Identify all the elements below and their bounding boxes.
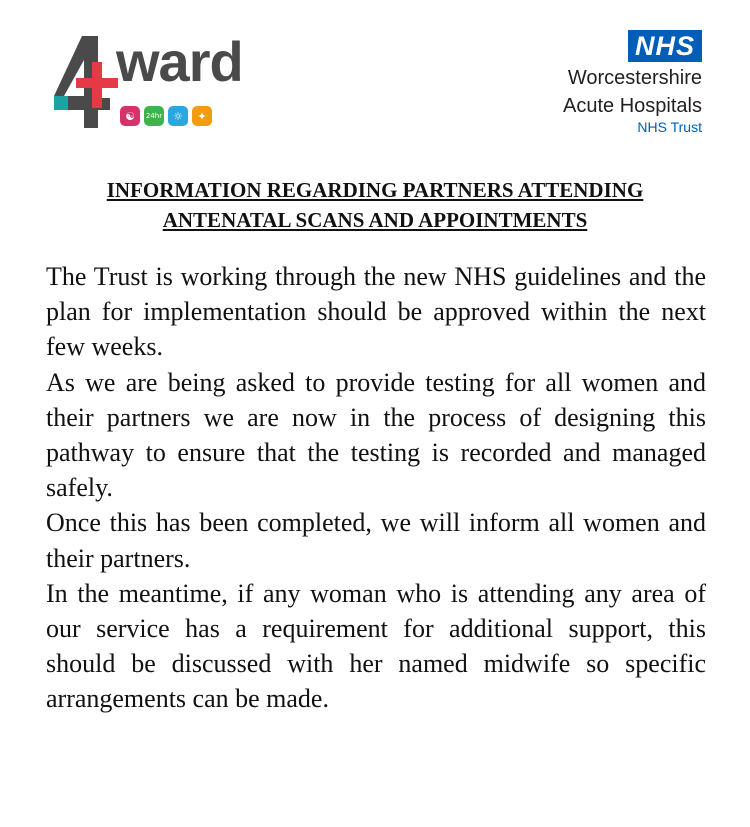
number-four-icon [52, 32, 126, 136]
sparkle-icon: ✦ [192, 106, 212, 126]
paragraph: Once this has been completed, we will inform all women and their partners. [46, 508, 706, 573]
4ward-logo [52, 32, 252, 136]
document-body [46, 259, 706, 717]
trust-name-line3: NHS Trust [637, 119, 702, 135]
clock-24hr-icon: 24hr [144, 106, 164, 126]
4ward-icon-row [120, 106, 212, 126]
trust-name-line2: Acute Hospitals [563, 95, 702, 117]
paragraph: The Trust is working through the new NHS guidelines and the plan for implementation should be approved within the next few weeks. [46, 262, 706, 362]
handshake-icon: ☯ [120, 106, 140, 126]
4ward-wordmark: ward [116, 30, 243, 93]
nhs-badge: NHS [628, 30, 702, 62]
trust-name-line1: Worcestershire [567, 67, 702, 89]
paragraph: As we are being asked to provide testing for all women and their partners we are now in the process of designing this pathway to ensure that the testing is recorded and managed safely. [46, 367, 706, 503]
document-heading [40, 175, 710, 235]
heading-line-2: ANTENATAL SCANS AND APPOINTMENTS [162, 208, 588, 232]
nhs-trust-logo [563, 30, 702, 136]
heading-line-1: INFORMATION REGARDING PARTNERS ATTENDING [106, 178, 644, 202]
lightbulb-icon: ☼ [168, 106, 188, 126]
paragraph: In the meantime, if any woman who is attending any area of our service has a requirement for additional support, this should be discussed with her named midwife so specific arrangements can be made. [46, 578, 706, 714]
